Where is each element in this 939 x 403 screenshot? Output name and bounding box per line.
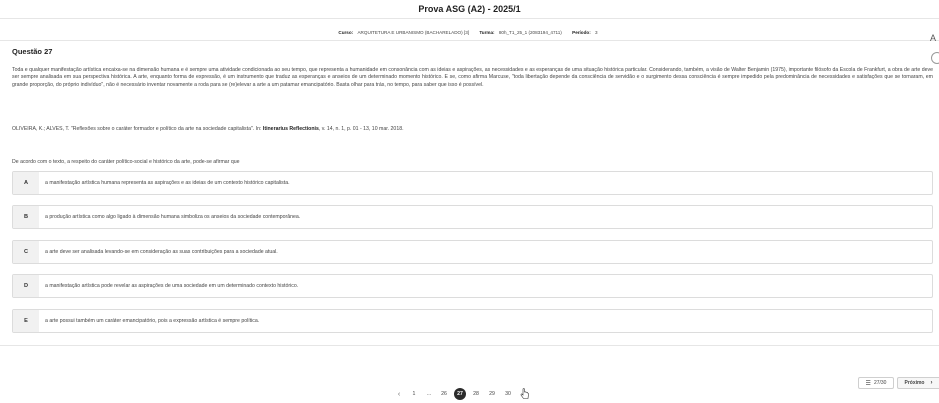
header-divider bbox=[0, 18, 939, 19]
question-citation: OLIVEIRA, K.; ALVES, T. "Reflexões sobre o caráter formador e político da arte na sociedade capitalista". In: Itinerarius Reflectionis, v. 14, n. 1, p. 01 - 13, 10 mar. 2018. bbox=[12, 126, 404, 132]
chevron-left-icon[interactable]: ‹ bbox=[397, 390, 401, 398]
class-value: 80h_T1_25_1 (2083194_4711) bbox=[498, 30, 562, 35]
page-28[interactable]: 28 bbox=[473, 391, 479, 397]
question-paragraph: Toda e qualquer manifestação artística encaixa-se na dimensão humana e é sempre uma atividade condicionada ao seu tempo, que representa a humanidade em consonância com as ideias e aspirações, as necessidades e as esperanças de uma situação histórica particular. Considerando, também, a visão de Walter Benjamin (1975), importante filósofo da Escola de Frankfurt, a obra de arte deve ser sempre analisada em sua perspectiva histórica. A arte, enquanto forma de expressão, é um instrumento que traduz as esperanças e anseios de um determinado momento histórico. E se, como afirma Marcuse, "toda libertação depende da consciência de servidão e o surgimento dessa consciência é sempre impedido pela predominância de necessidades e satisfações que se tornaram, em grande proporção, do próprio indivíduo", não é necessário inventar novamente a roda para se (re)elevar a arte a um patamar emancipatório. Basta olhar para trás, no tempo, para saber que isso é possível. bbox=[12, 67, 933, 88]
page-ellipsis: ... bbox=[426, 391, 432, 397]
meta-divider bbox=[0, 40, 939, 41]
course-value: ARQUITETURA E URBANISMO (BACHARELADO) [3] bbox=[357, 30, 470, 35]
page-29[interactable]: 29 bbox=[489, 391, 495, 397]
option-letter: A bbox=[13, 172, 39, 194]
question-prompt: De acordo com o texto, a respeito do caráter político-social e histórico da arte, pode-se afirmar que bbox=[12, 159, 240, 165]
accessibility-toggle[interactable] bbox=[931, 52, 939, 64]
next-button[interactable] bbox=[897, 377, 939, 389]
font-size-control[interactable]: A bbox=[929, 33, 936, 43]
list-icon: ☰ bbox=[865, 380, 871, 387]
page-first[interactable]: 1 bbox=[412, 391, 416, 397]
option-c[interactable] bbox=[12, 240, 933, 264]
option-d[interactable] bbox=[12, 274, 933, 298]
hand-cursor-icon bbox=[520, 388, 530, 400]
course-info: Curso: ARQUITETURA E URBANISMO (BACHARELADO) [3] Turma: 80h_T1_25_1 (2083194_4711) Período: 3 bbox=[338, 30, 598, 35]
next-label: Próximo bbox=[904, 380, 925, 386]
page-30[interactable]: 30 bbox=[505, 391, 511, 397]
counter-value: 27/30 bbox=[873, 380, 887, 386]
option-letter: C bbox=[13, 241, 39, 263]
option-text: a manifestação artística humana representa as aspirações e as ideias de um contexto histórico capitalista. bbox=[45, 180, 290, 186]
question-counter[interactable] bbox=[858, 377, 894, 389]
chevron-right-icon: › bbox=[930, 380, 933, 386]
option-letter: D bbox=[13, 275, 39, 297]
option-text: a arte deve ser analisada levando-se em consideração as suas contribuições para a sociedade atual. bbox=[45, 249, 278, 255]
pagination bbox=[392, 387, 530, 401]
option-b[interactable] bbox=[12, 205, 933, 229]
period-value: 3 bbox=[595, 30, 598, 35]
exam-title: Prova ASG (A2) - 2025/1 bbox=[418, 4, 521, 14]
option-a[interactable] bbox=[12, 171, 933, 195]
option-letter: B bbox=[13, 206, 39, 228]
page-26[interactable]: 26 bbox=[441, 391, 447, 397]
option-e[interactable] bbox=[12, 309, 933, 333]
question-number: Questão 27 bbox=[12, 47, 53, 56]
citation-journal: Itinerarius Reflectionis bbox=[262, 126, 319, 132]
option-text: a arte possui também um caráter emancipatório, pois a expressão artística é sempre política. bbox=[45, 318, 260, 324]
option-letter: E bbox=[13, 310, 39, 332]
option-text: a produção artística como algo ligado à dimensão humana simboliza os anseios da sociedade contemporânea. bbox=[45, 214, 301, 220]
footer-divider bbox=[0, 345, 939, 346]
option-text: a manifestação artística pode revelar as aspirações de uma sociedade em um determinado contexto histórico. bbox=[45, 283, 299, 289]
page-current[interactable]: 27 bbox=[454, 388, 466, 400]
